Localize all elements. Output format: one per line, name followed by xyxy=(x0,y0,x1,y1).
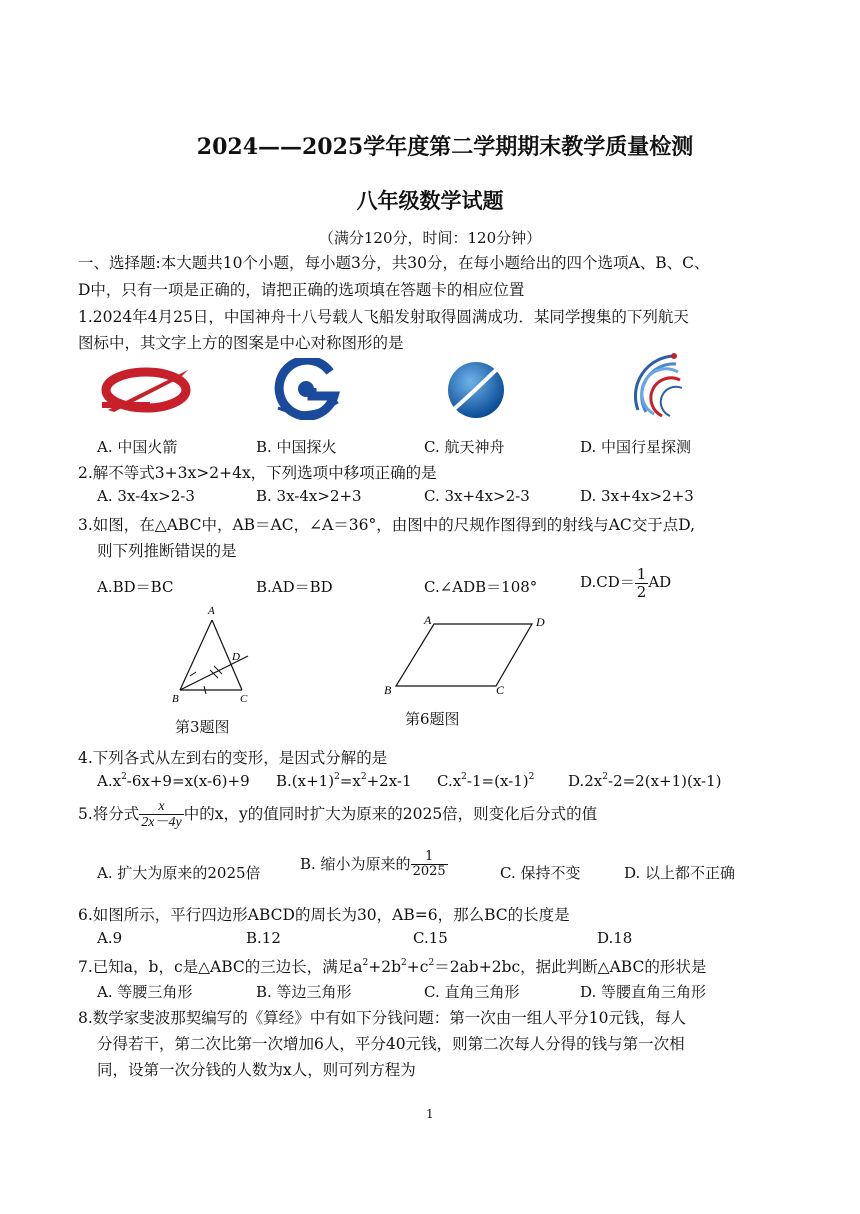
q8-line2: 分得若干，第二次比第一次增加6人，平分40元钱，则第二次每人分得的钱与第一次相 xyxy=(97,1035,685,1053)
fig6-label-b: B xyxy=(384,683,392,697)
q2-option-c: C. 3x+4x>2-3 xyxy=(424,487,530,505)
exam-title: 2024——2025学年度第二学期期末教学质量检测 xyxy=(196,134,694,160)
q7-stem: 7.已知a，b，c是△ABC的三边长，满足$a^2+2b^2+c^2=2ab+2bc$，据此判断△ABC的形状是 xyxy=(78,958,707,976)
q8-line1: 8.数学家斐波那契编写的《算经》中有如下分钱问题：第一次由一组人平分10元钱，每人 xyxy=(78,1009,687,1027)
q7-option-b: B. 等边三角形 xyxy=(256,983,352,1001)
exam-subtitle: 八年级数学试题 xyxy=(356,188,504,213)
q2-option-b: B. 3x-4x>2+3 xyxy=(256,487,362,505)
q4-option-a: $A.x^2-6x+9=x(x-6)+9$ xyxy=(97,772,250,790)
q2-stem: 2.解不等式3+3x>2+4x，下列选项中移项正确的是 xyxy=(78,464,437,482)
q5-fraction: $\frac{x}{2x-4y}$ xyxy=(141,799,182,831)
q6-option-b: B.12 xyxy=(246,929,281,947)
figure-6-parallelogram xyxy=(380,610,560,700)
q5-stem: 5.将分式 $\frac{x}{2x-4y}$ 中的x，y的值同时扩大为原来的2025倍，则变化后分式的值 xyxy=(78,799,598,831)
shenzhou-logo-icon xyxy=(442,354,512,422)
figure-3-triangle xyxy=(170,600,260,710)
q3-option-b: B.AD＝BD xyxy=(256,578,333,596)
q3-line1: 3.如图，在△ABC中，AB＝AC，∠A＝36°，由图中的尺规作图得到的射线与AC交于点D, xyxy=(78,516,696,534)
fig3-label-d: D xyxy=(232,651,240,663)
q4-option-d: $D.2x^2-2=2(x+1)(x-1)$ xyxy=(568,772,722,790)
q7-option-d: D. 等腰直角三角形 xyxy=(580,983,707,1001)
q8-line3: 同，设第一次分钱的人数为x人，则可列方程为 xyxy=(97,1061,416,1079)
q6-option-d: D.18 xyxy=(597,929,633,947)
q2-option-d: D. 3x+4x>2+3 xyxy=(580,487,694,505)
fig3-label-b: B xyxy=(172,693,179,705)
q4-option-b: $B.(x+1)^2=x^2+2x-1$ xyxy=(276,772,412,790)
q5-option-c: C. 保持不变 xyxy=(500,864,581,882)
fig3-caption: 第3题图 xyxy=(175,718,230,736)
q5-option-b: B. 缩小为原来的 $\frac{1}{2025}$ xyxy=(300,849,446,880)
q4-option-c: $C.x^2-1=(x-1)^2$ xyxy=(437,772,535,790)
q7-option-a: A. 等腰三角形 xyxy=(97,983,193,1001)
q7-option-c: C. 直角三角形 xyxy=(424,983,520,1001)
planetary-exploration-logo-icon xyxy=(618,350,688,422)
q6-option-a: A.9 xyxy=(97,929,123,947)
q6-stem: 6.如图所示，平行四边形ABCD的周长为30，AB=6，那么BC的长度是 xyxy=(78,906,570,924)
q4-stem: 4.下列各式从左到右的变形，是因式分解的是 xyxy=(78,749,388,767)
q3-option-c: C.∠ADB＝108° xyxy=(424,578,538,596)
q5-option-a: A. 扩大为原来的2025倍 xyxy=(97,864,261,882)
fig6-label-c: C xyxy=(496,683,505,697)
q6-option-c: C.15 xyxy=(413,929,448,947)
fig3-label-c: C xyxy=(240,693,248,705)
fig6-label-d: D xyxy=(536,615,545,629)
page-number: 1 xyxy=(426,1107,434,1121)
mars-exploration-logo-icon xyxy=(268,358,344,420)
q5-option-d: D. 以上都不正确 xyxy=(624,864,736,882)
q1-line2: 图标中，其文字上方的图案是中心对称图形的是 xyxy=(78,334,404,352)
q1-option-c: C. 航天神舟 xyxy=(424,438,505,456)
q3-option-a: A.BD＝BC xyxy=(97,578,174,596)
q2-option-a: A. 3x-4x>2-3 xyxy=(97,487,195,505)
china-rocket-logo-icon xyxy=(100,362,192,418)
section1-line2: D中，只有一项是正确的，请把正确的选项填在答题卡的相应位置 xyxy=(78,281,525,299)
q1-option-d: D. 中国行星探测 xyxy=(580,438,692,456)
section1-line1: 一、选择题:本大题共10个小题，每小题3分，共30分，在每小题给出的四个选项A、B、C、 xyxy=(78,254,710,272)
fig6-label-a: A xyxy=(424,613,432,627)
fig3-label-a: A xyxy=(208,605,215,617)
q1-option-b: B. 中国探火 xyxy=(256,438,337,456)
q3-option-d-fraction: $\frac{1}{2}$ xyxy=(636,565,647,601)
q3-line2: 则下列推断错误的是 xyxy=(97,542,237,560)
q1-line1: 1.2024年4月25日，中国神舟十八号载人飞船发射取得圆满成功．某同学搜集的下列航天 xyxy=(78,308,689,326)
fig6-caption: 第6题图 xyxy=(405,710,460,728)
q1-option-a: A. 中国火箭 xyxy=(97,438,178,456)
exam-note: （满分120分，时间：120分钟） xyxy=(318,229,542,247)
q3-option-d: D.CD＝ $\frac{1}{2}$ AD xyxy=(580,565,672,601)
q5-option-b-fraction: $\frac{1}{2025}$ xyxy=(412,849,446,880)
